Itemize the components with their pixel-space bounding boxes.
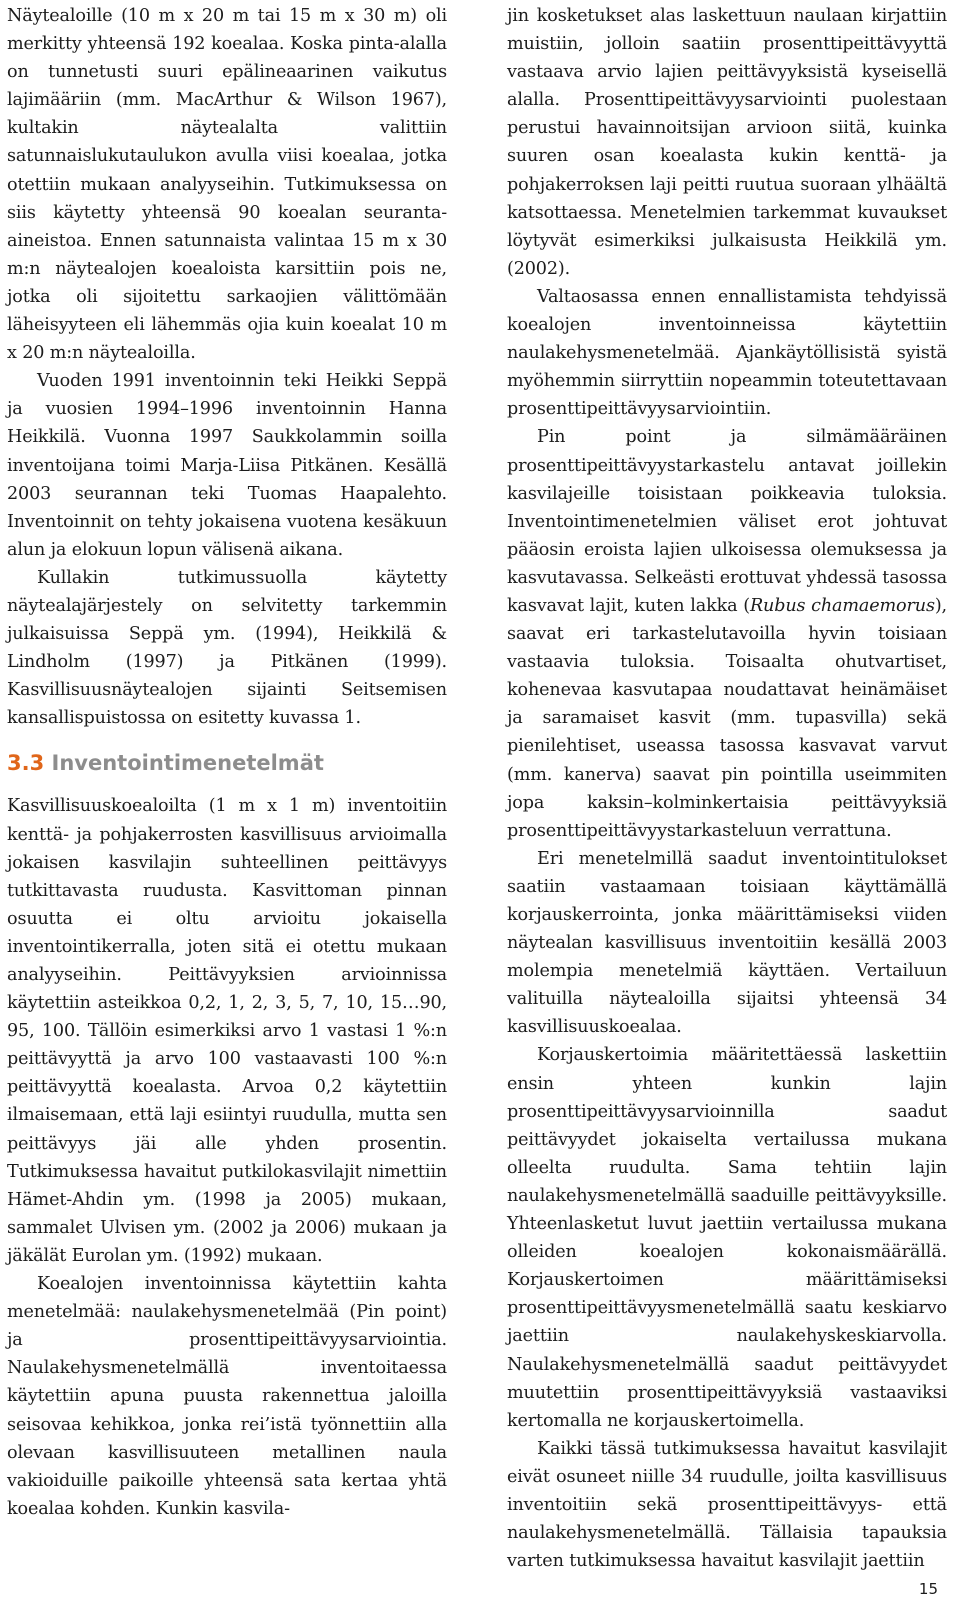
paragraph: Eri menetelmillä saadut inventointitulokset saatiin vastaamaan toisiaan käyttämällä korjauskerrointa, jonka määrittämiseksi viiden näytealan kasvillisuus inventoitiin kesällä 2003 molempia menetelmiä käyttäen. Vertailuun valituilla näytealoilla sijaitsi yhteensä 34 kasvillisuuskoealaa.: [507, 848, 947, 1038]
text-run: ), saavat eri tarkastelutavoilla hyvin toisiaan vastaavia tuloksia. Toisaalta ohutvartiset, kohenevaa kasvutapaa noudattavat heinämäiset ja saramaiset kasvit (mm. tupasvilla) sekä pienilehtiset, useassa tasossa kasvavat varvut (mm. kanerva) saavat pin pointilla useimmiten jopa kaksin–kolminkertaisia peittävyyksiä prosenttipeittävyystarkasteluun verrattuna.: [507, 595, 947, 841]
paragraph: Kaikki tässä tutkimuksessa havaitut kasvilajit eivät osuneet niille 34 ruudulle, joilta kasvillisuus inventoitiin sekä prosenttipeittävyys- että naulakehysmenetelmällä. Tällaisia tapauksia varten tutkimuksessa havaitut kasvilajit jaettiin: [507, 1438, 947, 1572]
section-title: Inventointimenetelmät: [51, 751, 324, 776]
page-number: 15: [918, 1580, 938, 1598]
text-run: Pin point ja silmämääräinen prosenttipeittävyystarkastelu antavat joillekin kasvilajeille toisistaan poikkeavia tuloksia. Inventointimenetelmien väliset erot johtuvat pääosin eroista lajien ulkoisessa olemuksessa ja kasvutavassa. Selkeästi erottuvat yhdessä tasossa kasvavat lajit, kuten lakka (: [507, 427, 947, 616]
section-heading: [7, 748, 447, 778]
paragraph: Valtaosassa ennen ennallistamista tehdyissä koealojen inventoinneissa käytettiin naulakehysmenetelmää. Ajankäytöllisistä syistä myöhemmin siirryttiin nopeammin toteutettavaan prosenttipeittävyysarviointiin.: [507, 286, 947, 420]
paragraph: Korjauskertoimia määritettäessä laskettiin ensin yhteen kunkin lajin prosenttipeittävyysarvioinnilla saadut peittävyydet jokaiselta vertailussa mukana olleelta ruudulta. Sama tehtiin lajin naulakehysmenetelmällä saaduille peittävyyksille. Yhteenlasketut luvut jaettiin vertailussa mukana olleiden koealojen kokonaismäärällä. Korjauskertoimen määrittämiseksi prosenttipeittävyysmenetelmällä saatu keskiarvo jaettiin naulakehyskeskiarvolla. Naulakehysmenetelmällä saadut peittävyydet muutettiin prosenttipeittävyyksiä vastaaviksi kertomalla ne korjauskertoimella.: [507, 1045, 947, 1431]
paragraph: jin kosketukset alas laskettuun naulaan kirjattiin muistiin, jolloin saatiin prosenttipeittävyyttä vastaava arvio lajien peittävyyksistä kyseisellä alalla. Prosenttipeittävyysarviointi puolestaan perustui havainnoitsijan arvioon siitä, kuinka suuren osan koealasta kukin kenttä- ja pohjakerroksen laji peitti ruutua suoraan ylhäältä katsottaessa. Menetelmien tarkemmat kuvaukset löytyvät esimerkiksi julkaisusta Heikkilä ym. (2002).: [507, 6, 947, 279]
paragraph: Näytealoille (10 m x 20 m tai 15 m x 30 m) oli merkitty yhteensä 192 koealaa. Koska pinta-alalla on tunnetusti suuri epälineaarinen vaikutus lajimääriin (mm. MacArthur & Wilson 1967), kultakin näytealalta valittiin satunnaislukutaulukon avulla viisi koealaa, jotka otettiin mukaan analyyseihin. Tutkimuksessa on siis käytetty yhteensä 90 koealan seuranta-aineistoa. Ennen satunnaista valintaa 15 m x 30 m:n näytealojen koealoista karsittiin pois ne, jotka oli sijoitettu sarkaojien välittömään läheisyyteen eli lähemmäs ojia kuin koealat 10 m x 20 m:n näytealoilla.: [7, 6, 447, 364]
left-column: [7, 2, 447, 1523]
paragraph: Kasvillisuuskoealoilta (1 m x 1 m) inventoitiin kenttä- ja pohjakerrosten kasvillisuus arvioimalla jokaisen kasvilajin suhteellinen peittävyys tutkittavasta ruudusta. Kasvittoman pinnan osuutta ei oltu arvioitu jokaisella inventointikerralla, joten sitä ei otettu mukaan analyyseihin. Peittävyyksien arvioinnissa käytettiin asteikkoa 0,2, 1, 2, 3, 5, 7, 10, 15…90, 95, 100. Tällöin esimerkiksi arvo 1 vastasi 1 %:n peittävyyttä ja arvo 100 vastaavasti 100 %:n peittävyyttä koealasta. Arvoa 0,2 käytettiin ilmaisemaan, että laji esiintyi ruudulla, mutta sen peittävyys jäi alle yhden prosentin. Tutkimuksessa havaitut putkilokasvilajit nimettiin Hämet-Ahdin ym. (1998 ja 2005) mukaan, sammalet Ulvisen ym. (2002 ja 2006) mukaan ja jäkälät Eurolan ym. (1992) mukaan.: [7, 796, 447, 1266]
paragraph: Koealojen inventoinnissa käytettiin kahta menetelmää: naulakehysmenetelmää (Pin point) ja prosenttipeittävyysarviointia. Naulakehysmenetelmällä inventoitaessa käytettiin apuna puusta rakennettua jaloilla seisovaa kehikkoa, jonka rei’istä työnnettiin alla olevaan kasvillisuuteen metallinen naula vakioiduille paikoille yhteensä sata kertaa yhtä koealaa kohden. Kunkin kasvila-: [7, 1274, 447, 1519]
paragraph: Vuoden 1991 inventoinnin teki Heikki Seppä ja vuosien 1994–1996 inventoinnin Hanna Heikkilä. Vuonna 1997 Saukkolammin soilla inventoijana toimi Marja-Liisa Pitkänen. Kesällä 2003 seurannan teki Tuomas Haapalehto. Inventoinnit on tehty jokaisena vuotena kesäkuun alun ja elokuun lopun välisenä aikana.: [7, 371, 447, 560]
paragraph: Kullakin tutkimussuolla käytetty näytealajärjestely on selvitetty tarkemmin julkaisuissa Seppä ym. (1994), Heikkilä & Lindholm (1997) ja Pitkänen (1999). Kasvillisuusnäytealojen sijainti Seitsemisen kansallispuistossa on esitetty kuvassa 1.: [7, 567, 447, 729]
species-name: Rubus chamaemorus: [749, 595, 935, 616]
right-column: [507, 2, 947, 1575]
paragraph: [507, 423, 947, 844]
section-number: 3.3: [7, 751, 45, 776]
